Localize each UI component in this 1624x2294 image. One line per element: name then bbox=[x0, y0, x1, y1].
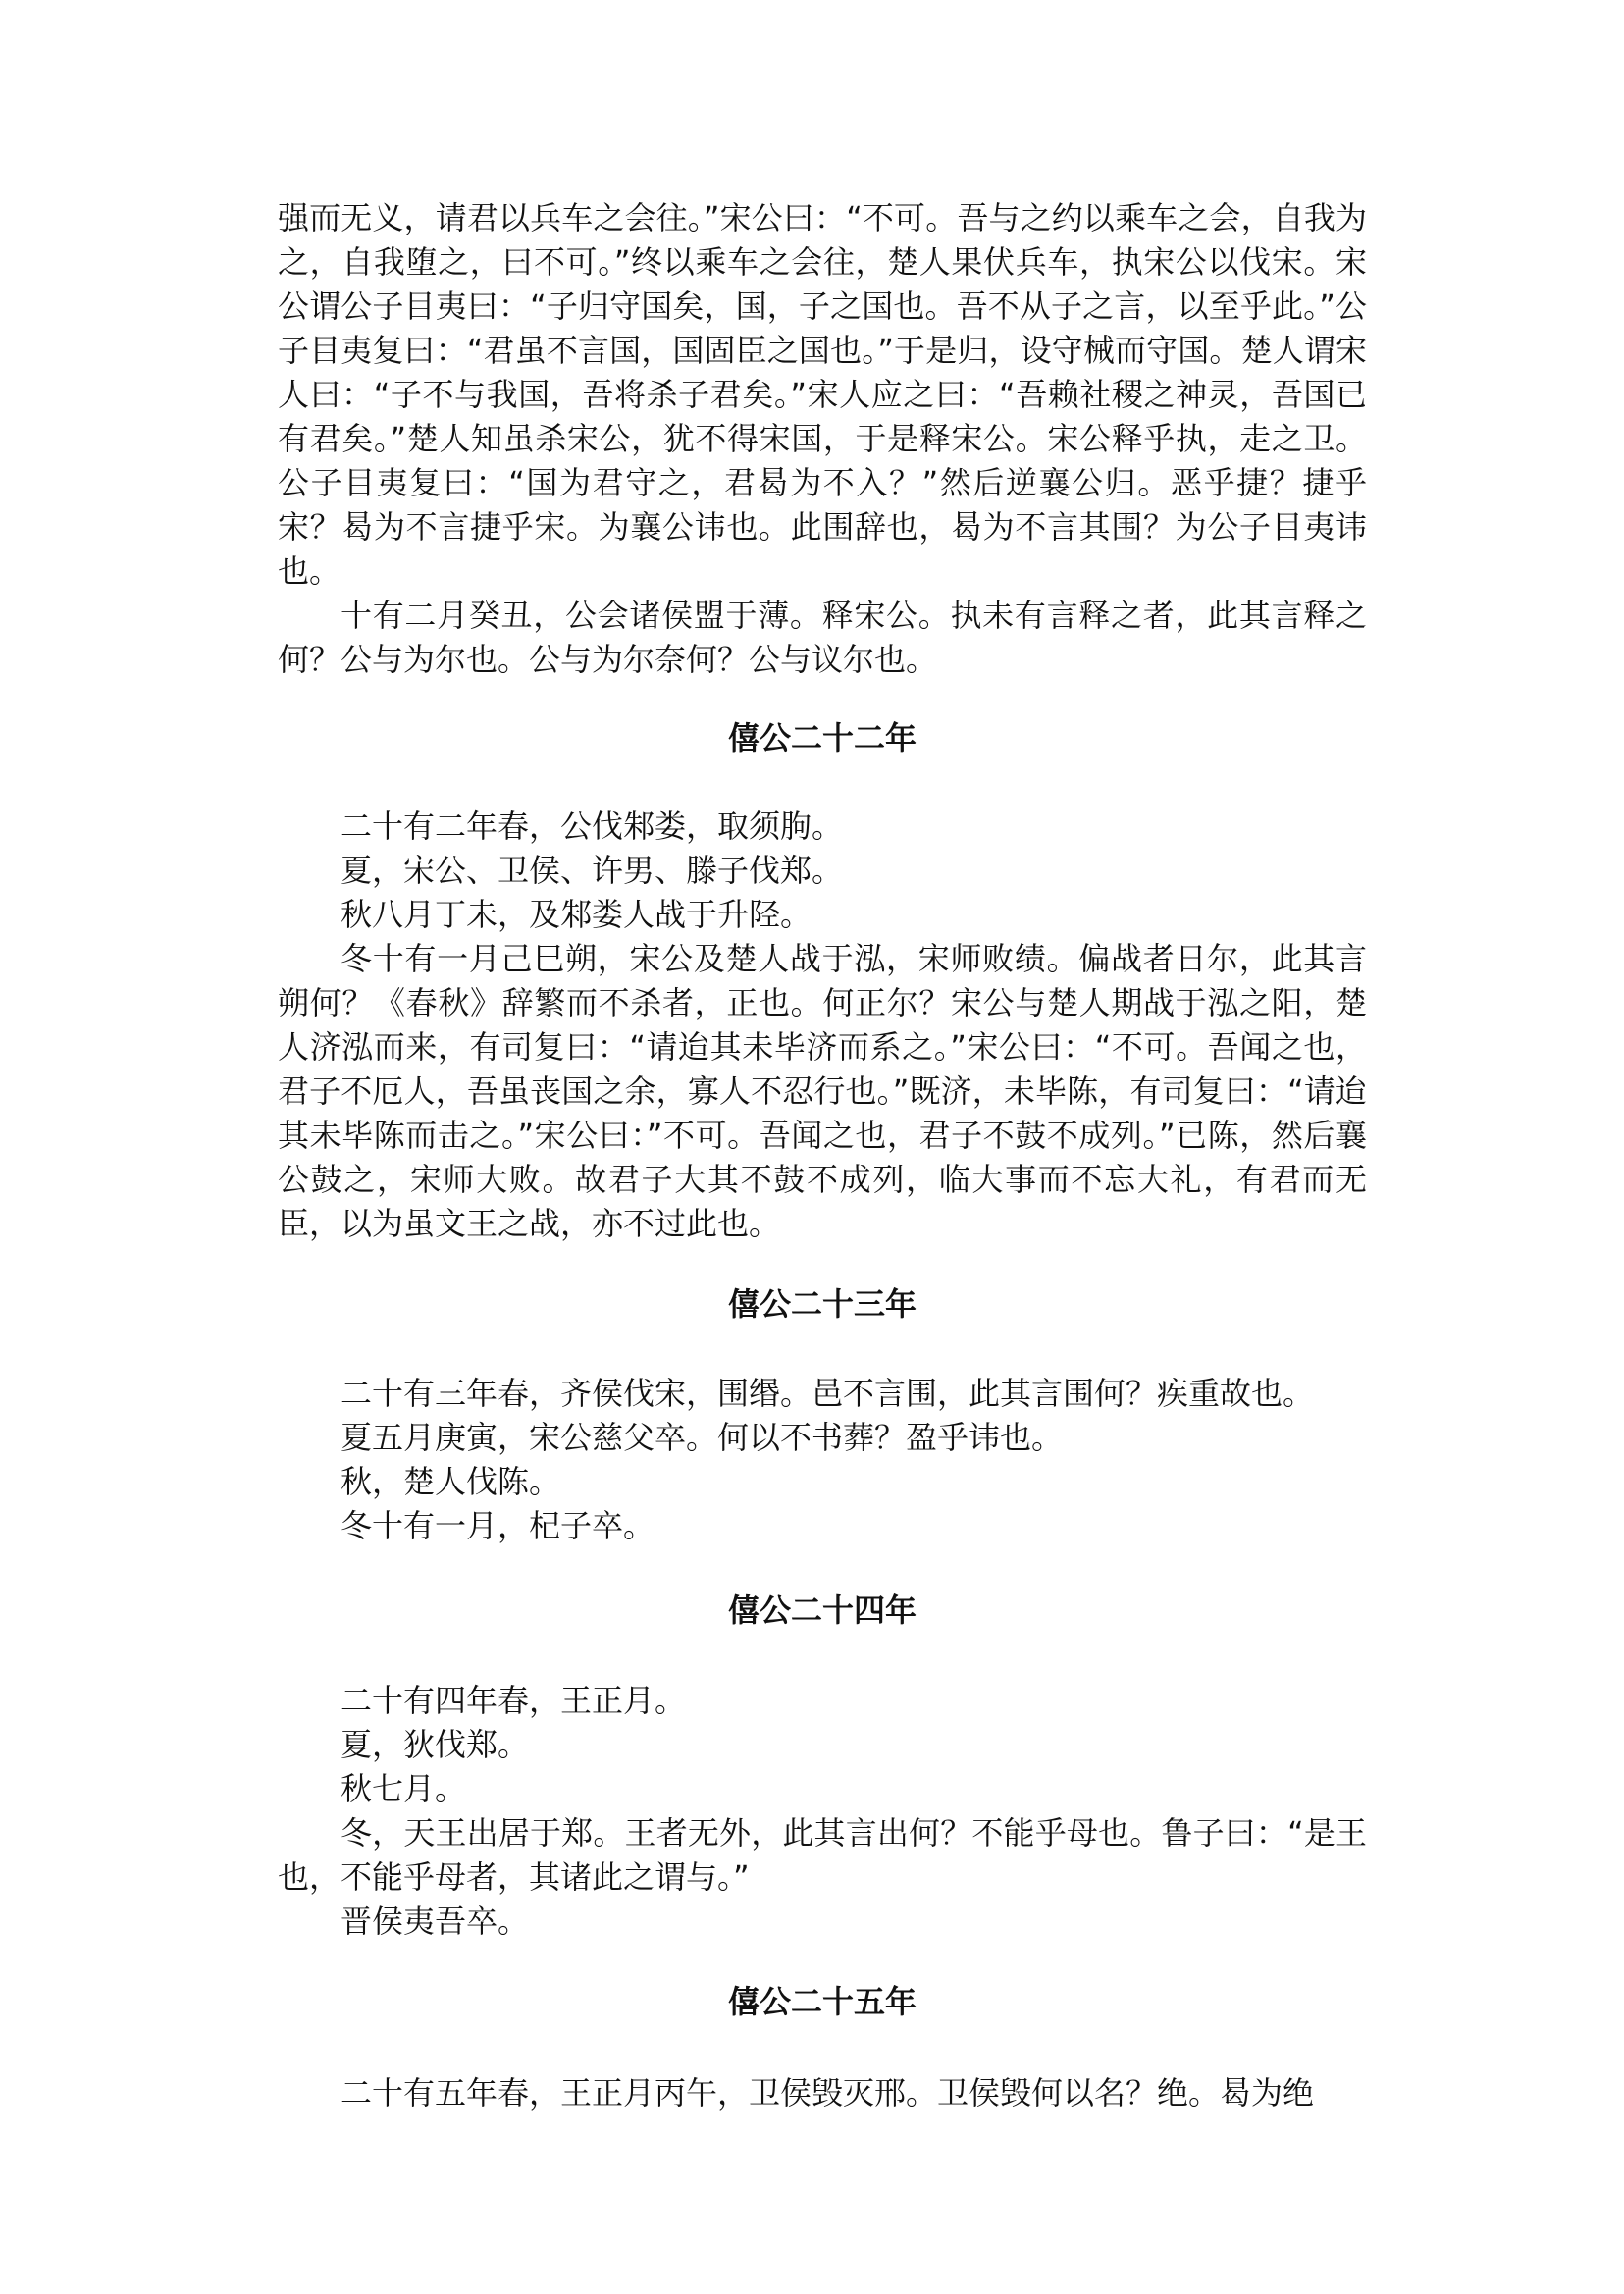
paragraph: 二十有二年春，公伐邾娄，取须朐。 bbox=[341, 808, 844, 845]
paragraph: 秋八月丁未，及邾娄人战于升陉。 bbox=[341, 896, 812, 933]
section-heading-24: 僖公二十四年 bbox=[727, 1591, 917, 1629]
paragraph: 夏，狄伐郑。 bbox=[341, 1726, 530, 1763]
section-22-body bbox=[278, 805, 1367, 1246]
section-24-body bbox=[278, 1679, 1367, 1944]
paragraph: 秋，楚人伐陈。 bbox=[341, 1463, 561, 1500]
section-25-body bbox=[278, 2071, 1367, 2115]
paragraph: 强而无义，请君以兵车之会往。”宋公曰：“不可。吾与之约以乘车之会，自我为之，自我堕之，曰不可。”终以乘车之会往，楚人果伏兵车，执宋公以伐宋。宋公谓公子目夷曰：“子归守国矣，国，子之国也。吾不从子之言，以至乎此。”公子目夷复曰：“君虽不言国，国固臣之国也。”于是归，设守械而守国。楚人谓宋人曰：“子不与我国，吾将杀子君矣。”宋人应之曰：“吾赖社稷之神灵，吾国已有君矣。”楚人知虽杀宋公，犹不得宋国，于是释宋公。宋公释乎执，走之卫。公子目夷复曰：“国为君守之，君曷为不入？”然后逆襄公归。恶乎捷？捷乎宋？曷为不言捷乎宋。为襄公讳也。此围辞也，曷为不言其围？为公子目夷讳也。 bbox=[278, 199, 1367, 590]
section-heading-22: 僖公二十二年 bbox=[727, 719, 917, 756]
paragraph: 冬十有一月，杞子卒。 bbox=[341, 1507, 655, 1544]
paragraph: 二十有五年春，王正月丙午，卫侯毁灭邢。卫侯毁何以名？绝。曷为绝 bbox=[341, 2074, 1315, 2112]
section-heading-23: 僖公二十三年 bbox=[727, 1285, 917, 1323]
paragraph: 二十有三年春，齐侯伐宋，围缗。邑不言围，此其言围何？疾重故也。 bbox=[341, 1375, 1315, 1412]
paragraph: 十有二月癸丑，公会诸侯盟于薄。释宋公。执未有言释之者，此其言释之何？公与为尔也。公与为尔奈何？公与议尔也。 bbox=[278, 597, 1367, 678]
text-block-continuation bbox=[278, 196, 1367, 682]
paragraph: 夏，宋公、卫侯、许男、滕子伐郑。 bbox=[341, 852, 844, 889]
paragraph: 夏五月庚寅，宋公慈父卒。何以不书葬？盈乎讳也。 bbox=[341, 1419, 1064, 1456]
paragraph: 二十有四年春，王正月。 bbox=[341, 1682, 687, 1719]
paragraph: 晋侯夷吾卒。 bbox=[341, 1903, 530, 1940]
section-heading-25: 僖公二十五年 bbox=[727, 1983, 917, 2020]
section-23-body bbox=[278, 1372, 1367, 1548]
paragraph: 冬十有一月己巳朔，宋公及楚人战于泓，宋师败绩。偏战者日尔，此其言朔何？《春秋》辞繁而不杀者，正也。何正尔？宋公与楚人期战于泓之阳，楚人济泓而来，有司复曰：“请迨其未毕济而系之。”宋公曰：“不可。吾闻之也，君子不厄人，吾虽丧国之余，寡人不忍行也。”既济，未毕陈，有司复曰：“请迨其未毕陈而击之。”宋公曰：”不可。吾闻之也，君子不鼓不成列。”已陈，然后襄公鼓之，宋师大败。故君子大其不鼓不成列，临大事而不忘大礼，有君而无臣，以为虽文王之战，亦不过此也。 bbox=[278, 940, 1367, 1242]
paragraph: 冬，天王出居于郑。王者无外，此其言出何？不能乎母也。鲁子曰：“是王也，不能乎母者，其诸此之谓与。” bbox=[278, 1814, 1367, 1896]
paragraph: 秋七月。 bbox=[341, 1770, 467, 1807]
